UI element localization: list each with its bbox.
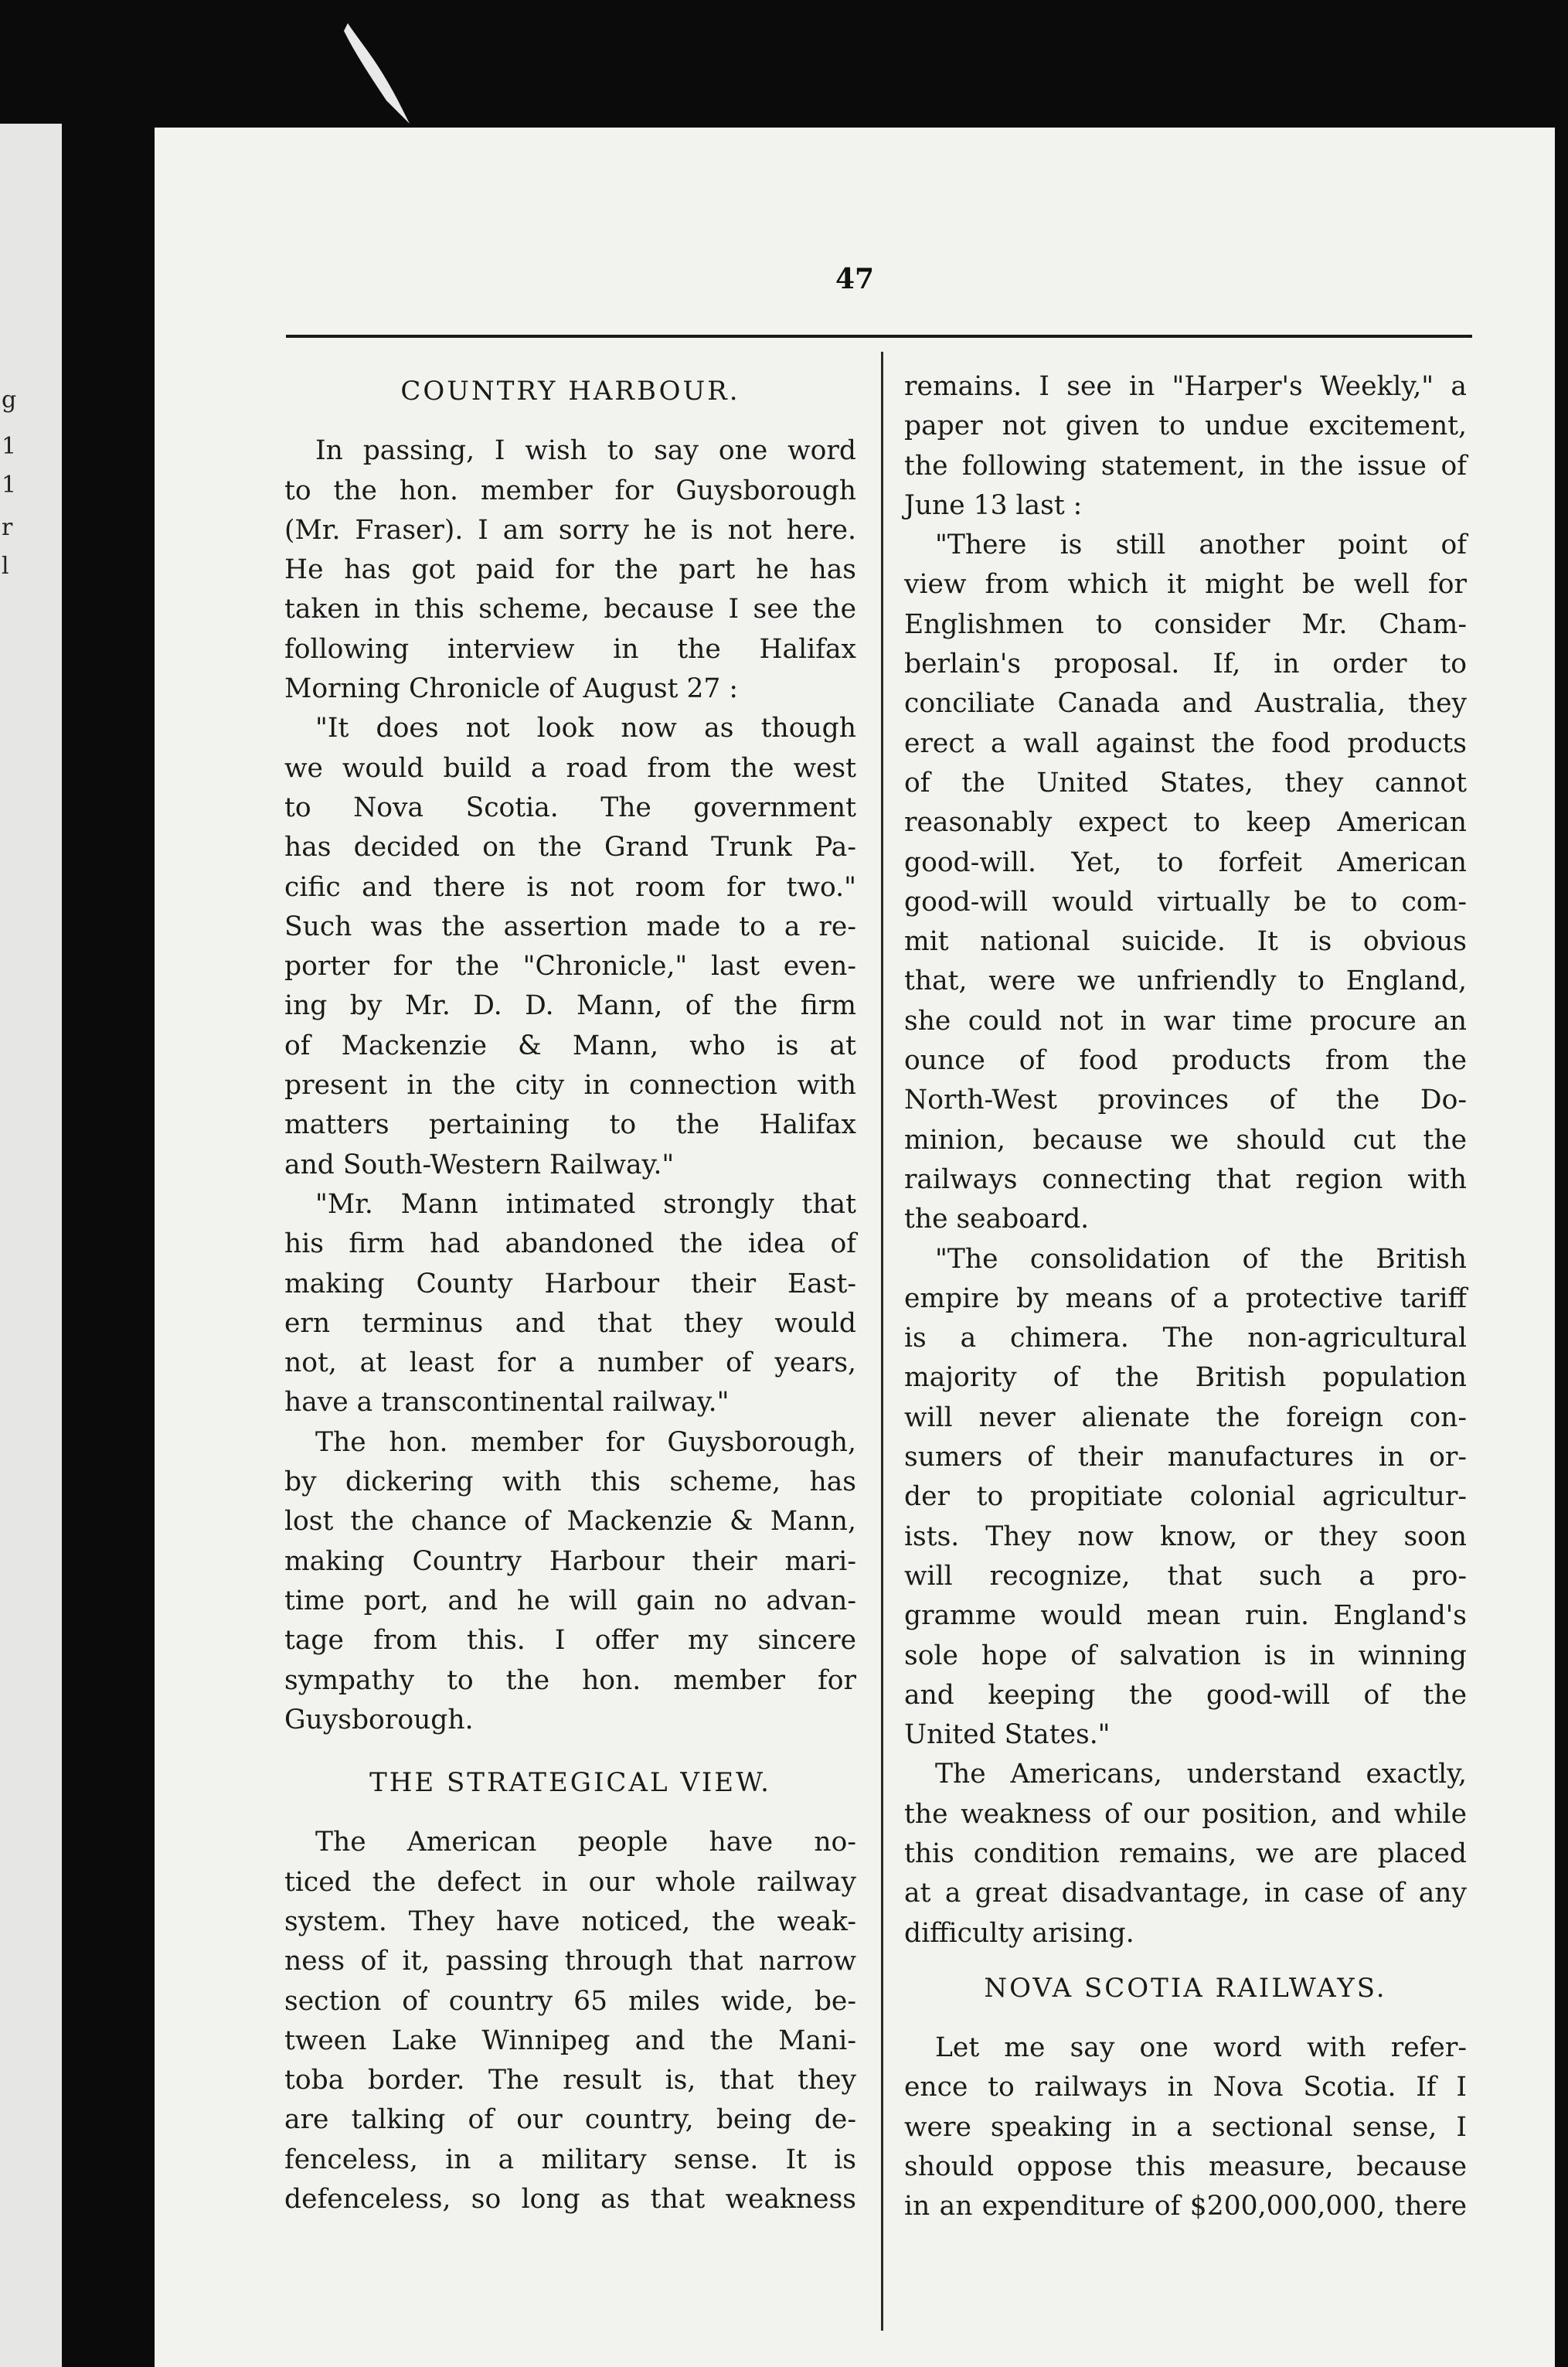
text-line: his firm had abandoned the idea of <box>284 1228 856 1260</box>
text-line: der to propitiate colonial agricultur- <box>904 1481 1467 1513</box>
document-page <box>155 128 1555 2367</box>
adjacent-page-fragment: g <box>2 387 17 414</box>
text-line: the weakness of our position, and while <box>904 1798 1467 1830</box>
text-line: good-will. Yet, to forfeit American <box>904 846 1467 878</box>
text-line: "The consolidation of the British <box>935 1243 1467 1275</box>
text-line: making Country Harbour their mari- <box>284 1545 856 1577</box>
left-column <box>284 367 856 2219</box>
text-line: good-will would virtually be to com- <box>904 886 1467 918</box>
text-line: taken in this scheme, because I see the <box>284 594 856 625</box>
text-line: ern terminus and that they would <box>284 1307 856 1339</box>
text-line: to Nova Scotia. The government <box>284 792 856 823</box>
text-line: (Mr. Fraser). I am sorry he is not here. <box>284 514 856 546</box>
text-line: of the United States, they cannot <box>904 767 1467 799</box>
adjacent-page-fragment: 1 <box>2 472 17 499</box>
text-line: sumers of their manufactures in or- <box>904 1442 1467 1473</box>
text-line: defenceless, so long as that weakness <box>284 2184 856 2215</box>
text-line: berlain's proposal. If, in order to <box>904 649 1467 680</box>
text-line: at a great disadvantage, in case of any <box>904 1878 1467 1909</box>
text-line: conciliate Canada and Australia, they <box>904 688 1467 720</box>
text-line: empire by means of a protective tariff <box>904 1282 1467 1314</box>
text-line: matters pertaining to the Halifax <box>284 1109 856 1141</box>
text-line: system. They have noticed, the weak- <box>284 1906 856 1937</box>
text-line: "It does not look now as though <box>315 713 856 744</box>
text-line: that, were we unfriendly to England, <box>904 966 1467 997</box>
right-column <box>904 367 1467 2227</box>
paragraph <box>904 367 1467 526</box>
text-line: following interview in the Halifax <box>284 633 856 665</box>
text-line: the seaboard. <box>904 1204 1090 1235</box>
text-line: The Americans, understand exactly, <box>935 1759 1467 1790</box>
paragraph <box>284 1423 856 1740</box>
section-heading-strategical-view: THE STRATEGICAL VIEW. <box>369 1767 771 1799</box>
text-line: ence to railways in Nova Scotia. If I <box>904 2072 1467 2103</box>
text-line: minion, because we should cut the <box>904 1124 1467 1156</box>
text-line: and South-Western Railway." <box>284 1149 675 1180</box>
text-line: Morning Chronicle of August 27 : <box>284 673 738 705</box>
text-line: "There is still another point of <box>935 530 1467 561</box>
text-line: making County Harbour their East- <box>284 1268 856 1299</box>
text-line: North-West provinces of the Do- <box>904 1085 1467 1116</box>
text-line: lost the chance of Mackenzie & Mann, <box>284 1506 856 1538</box>
text-line: should oppose this measure, because <box>904 2151 1467 2183</box>
text-line: Guysborough. <box>284 1704 474 1735</box>
text-line: remains. I see in "Harper's Weekly," a <box>904 371 1467 402</box>
text-line: "Mr. Mann intimated strongly that <box>315 1188 856 1220</box>
text-line: will recognize, that such a pro- <box>904 1560 1467 1592</box>
paragraph <box>904 2028 1467 2226</box>
paragraph <box>284 431 856 709</box>
text-line: railways connecting that region with <box>904 1163 1467 1195</box>
section-heading-nova-scotia-railways: NOVA SCOTIA RAILWAYS. <box>984 1972 1387 2004</box>
page-number: 47 <box>835 263 875 295</box>
text-line: have a transcontinental railway." <box>284 1387 730 1418</box>
text-line: is a chimera. The non-agricultural <box>904 1323 1467 1354</box>
text-line: reasonably expect to keep American <box>904 807 1467 839</box>
text-line: tage from this. I offer my sincere <box>284 1625 856 1657</box>
text-line: He has got paid for the part he has <box>284 554 856 586</box>
text-line: United States." <box>904 1719 1111 1751</box>
paragraph <box>284 1823 856 2219</box>
text-line: of Mackenzie & Mann, who is at <box>284 1030 856 1061</box>
text-line: mit national suicide. It is obvious <box>904 926 1467 958</box>
text-line: in an expenditure of $200,000,000, there <box>904 2191 1467 2222</box>
paragraph <box>904 1240 1467 1756</box>
paragraph <box>904 526 1467 1239</box>
text-line: not, at least for a number of years, <box>284 1347 856 1379</box>
text-line: The American people have no- <box>315 1827 856 1858</box>
text-line: view from which it might be well for <box>904 569 1467 601</box>
handwritten-mark <box>332 15 425 131</box>
text-line: has decided on the Grand Trunk Pa- <box>284 832 856 863</box>
text-line: difficulty arising. <box>904 1917 1134 1949</box>
text-line: In passing, I wish to say one word <box>315 435 856 467</box>
text-line: present in the city in connection with <box>284 1070 856 1102</box>
text-line: Let me say one word with refer- <box>935 2032 1467 2064</box>
text-line: fenceless, in a military sense. It is <box>284 2144 856 2175</box>
text-line: the following statement, in the issue of <box>904 450 1467 482</box>
text-line: Such was the assertion made to a re- <box>284 911 856 942</box>
text-line: will never alienate the foreign con- <box>904 1401 1467 1433</box>
text-line: majority of the British population <box>904 1362 1467 1394</box>
text-line: paper not given to undue excitement, <box>904 410 1467 442</box>
text-line: erect a wall against the food products <box>904 727 1467 759</box>
text-line: to the hon. member for Guysborough <box>284 475 856 506</box>
text-line: this condition remains, we are placed <box>904 1837 1467 1869</box>
paragraph <box>284 709 856 1185</box>
text-line: time port, and he will gain no advan- <box>284 1585 856 1616</box>
text-line: are talking of our country, being de- <box>284 2104 856 2136</box>
column-divider <box>881 352 883 2331</box>
text-line: sympathy to the hon. member for <box>284 1664 856 1696</box>
text-line: section of country 65 miles wide, be- <box>284 1985 856 2017</box>
section-heading-country-harbour: COUNTRY HARBOUR. <box>400 376 740 407</box>
text-line: ounce of food products from the <box>904 1045 1467 1077</box>
text-line: by dickering with this scheme, has <box>284 1466 856 1498</box>
paragraph <box>284 1185 856 1423</box>
text-line: and keeping the good-will of the <box>904 1679 1467 1711</box>
text-line: The hon. member for Guysborough, <box>315 1426 856 1458</box>
text-line: sole hope of salvation is in winning <box>904 1640 1467 1671</box>
header-rule <box>286 335 1472 338</box>
text-line: gramme would mean ruin. England's <box>904 1600 1467 1632</box>
adjacent-page-fragment: r <box>2 514 13 541</box>
text-line: cific and there is not room for two." <box>284 871 856 903</box>
text-line: ists. They now know, or they soon <box>904 1521 1467 1552</box>
text-line: June 13 last : <box>904 489 1083 521</box>
text-line: Englishmen to consider Mr. Cham- <box>904 608 1467 640</box>
adjacent-page-fragment: l <box>2 553 9 580</box>
paragraph <box>904 1755 1467 1953</box>
text-line: ticed the defect in our whole railway <box>284 1866 856 1898</box>
text-line: she could not in war time procure an <box>904 1005 1467 1037</box>
text-line: porter for the "Chronicle," last even- <box>284 951 856 983</box>
adjacent-page-sliver <box>0 124 62 2367</box>
text-line: were speaking in a sectional sense, I <box>904 2111 1467 2143</box>
text-line: ing by Mr. D. D. Mann, of the firm <box>284 990 856 1022</box>
text-line: we would build a road from the west <box>284 752 856 784</box>
text-line: toba border. The result is, that they <box>284 2065 856 2096</box>
text-line: ness of it, passing through that narrow <box>284 1946 856 1977</box>
adjacent-page-fragment: 1 <box>2 433 17 460</box>
text-line: tween Lake Winnipeg and the Mani- <box>284 2025 856 2056</box>
